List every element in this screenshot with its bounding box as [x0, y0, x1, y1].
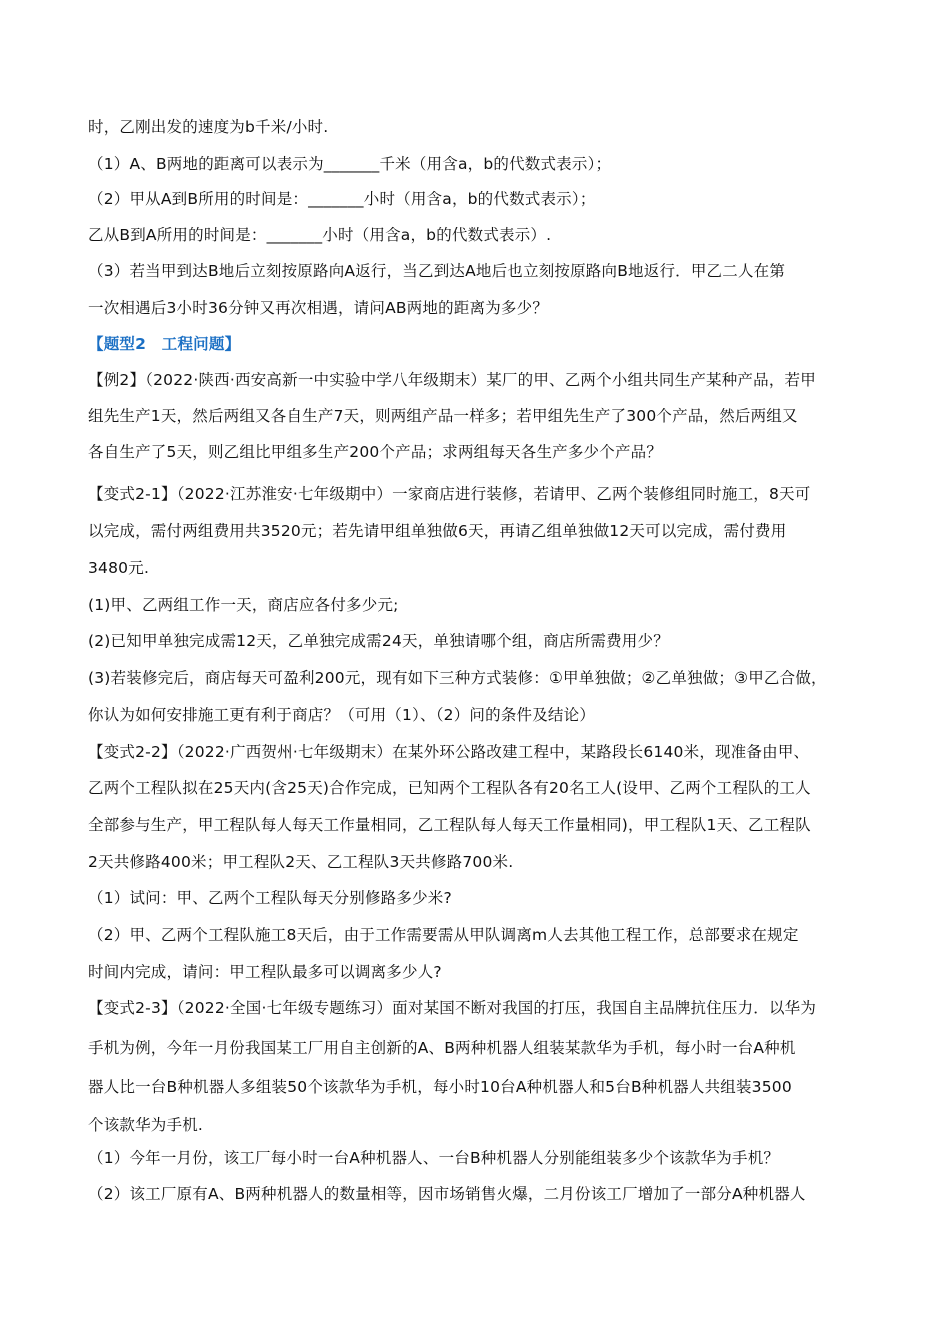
text-line: 各自生产了5天，则乙组比甲组多生产200个产品；求两组每天各生产多少个产品？: [88, 443, 663, 461]
text-line: 【变式2-3】（2022·全国·七年级专题练习）面对某国不断对我国的打压，我国自主品牌抗住压力．以华为: [88, 999, 817, 1017]
text-line: 个该款华为手机.: [88, 1116, 204, 1134]
section-heading: 【题型2 工程问题】: [88, 335, 241, 353]
text-line: 以完成，需付两组费用共3520元；若先请甲组单独做6天，再请乙组单独做12天可以完成，需付费用: [88, 522, 787, 540]
text-line: (2)已知甲单独完成需12天，乙单独完成需24天，单独请哪个组，商店所需费用少？: [88, 632, 669, 650]
text-line: （2）甲从A到B所用的时间是：_______小时（用含a，b的代数式表示）；: [88, 190, 596, 208]
text-line: 3480元.: [88, 559, 150, 577]
text-line: 【例2】（2022·陕西·西安高新一中实验中学八年级期末）某厂的甲、乙两个小组共同生产某种产品，若甲: [88, 371, 816, 389]
text-line: 你认为如何安排施工更有利于商店？（可用（1）、（2）问的条件及结论）: [88, 706, 596, 724]
text-line: 器人比一台B种机器人多组装50个该款华为手机，每小时10台A种机器人和5台B种机器人共组装3500: [88, 1078, 792, 1096]
text-line: （1）试问：甲、乙两个工程队每天分别修路多少米?: [88, 889, 452, 907]
text-line: 2天共修路400米；甲工程队2天、乙工程队3天共修路700米.: [88, 853, 514, 871]
text-line: 时间内完成，请问：甲工程队最多可以调离多少人?: [88, 963, 442, 981]
text-line: 组先生产1天，然后两组又各自生产7天，则两组产品一样多；若甲组先生产了300个产品，然后两组又: [88, 407, 798, 425]
text-line: （3）若当甲到达B地后立刻按原路向A返行，当乙到达A地后也立刻按原路向B地返行．甲乙二人在第: [88, 262, 786, 280]
text-line: 时，乙刚出发的速度为b千米/小时.: [88, 118, 329, 136]
text-line: （2）该工厂原有A、B两种机器人的数量相等，因市场销售火爆，二月份该工厂增加了一部分A种机器人: [88, 1185, 806, 1203]
text-line: 全部参与生产，甲工程队每人每天工作量相同，乙工程队每人每天工作量相同)，甲工程队1天、乙工程队: [88, 816, 811, 834]
text-line: 乙从B到A所用的时间是：_______小时（用含a，b的代数式表示）.: [88, 226, 552, 244]
text-line: （1）今年一月份，该工厂每小时一台A种机器人、一台B种机器人分别能组装多少个该款华为手机？: [88, 1149, 780, 1167]
text-line: 【变式2-1】（2022·江苏淮安·七年级期中）一家商店进行装修，若请甲、乙两个装修组同时施工，8天可: [88, 485, 811, 503]
text-line: 一次相遇后3小时36分钟又再次相遇，请问AB两地的距离为多少？: [88, 299, 549, 317]
text-line: 乙两个工程队拟在25天内(含25天)合作完成，已知两个工程队各有20名工人(设甲、乙两个工程队的工人: [88, 779, 811, 797]
text-line: (1)甲、乙两组工作一天，商店应各付多少元;: [88, 596, 399, 614]
text-line: （1）A、B两地的距离可以表示为_______千米（用含a，b的代数式表示）；: [88, 155, 612, 173]
text-line: (3)若装修完后，商店每天可盈利200元，现有如下三种方式装修：①甲单独做；②乙单独做；③甲乙合做，: [88, 669, 827, 687]
text-line: 【变式2-2】（2022·广西贺州·七年级期末）在某外环公路改建工程中，某路段长6140米，现准备由甲、: [88, 743, 810, 761]
text-line: （2）甲、乙两个工程队施工8天后，由于工作需要需从甲队调离m人去其他工程工作，总部要求在规定: [88, 926, 799, 944]
text-line: 手机为例，今年一月份我国某工厂用自主创新的A、B两种机器人组装某款华为手机，每小时一台A种机: [88, 1039, 796, 1057]
